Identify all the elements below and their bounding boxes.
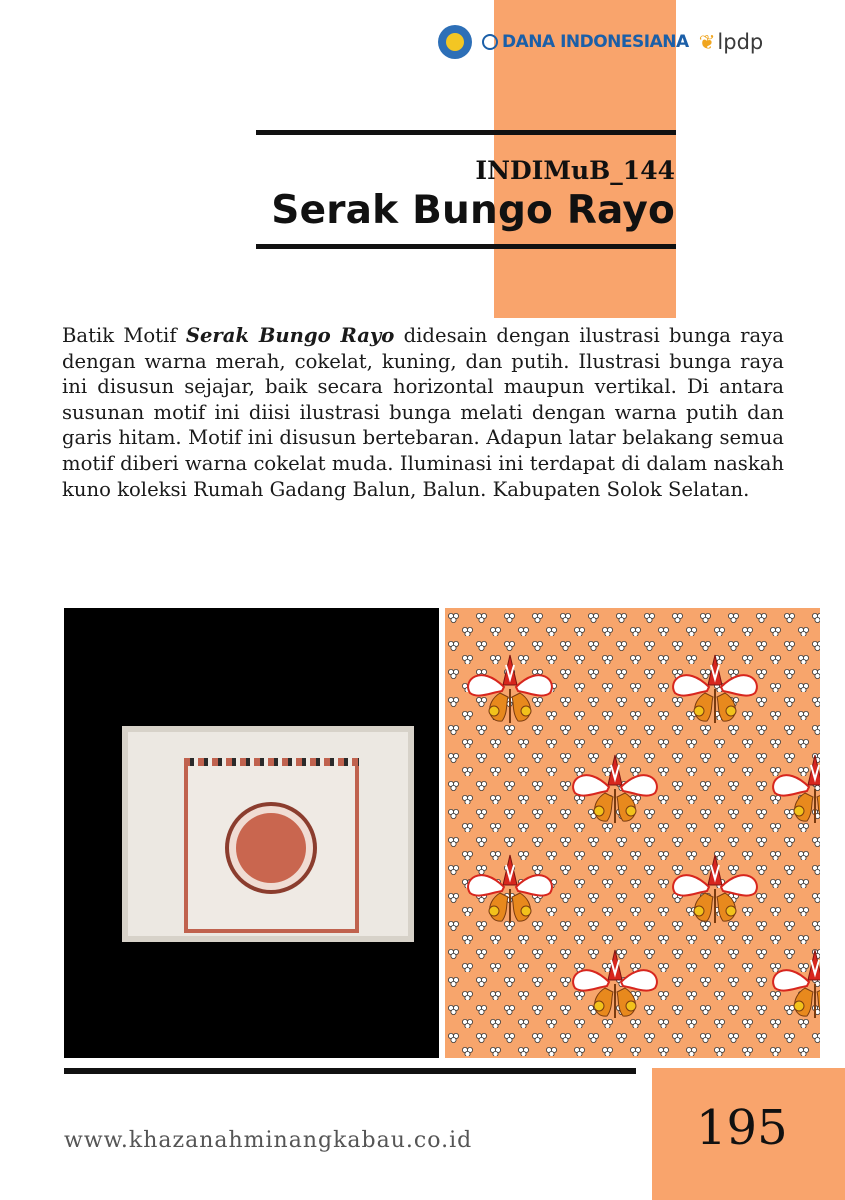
kemdikbud-logo-icon: [438, 25, 472, 59]
lpdp-logo: [699, 30, 764, 54]
description-prefix: Batik Motif: [62, 324, 186, 347]
manuscript-photo: [64, 608, 439, 1058]
title-top-rule: [256, 130, 676, 135]
title-bottom-rule: [256, 244, 676, 249]
dana-clock-icon: [482, 34, 498, 50]
dana-indonesiana-logo: [482, 32, 689, 52]
sponsor-logos: [438, 22, 763, 62]
footer-url: www.khazanahminangkabau.co.id: [64, 1128, 473, 1153]
description-text: didesain dengan ilustrasi bunga raya dengan warna merah, cokelat, kuning, dan putih. Ilustrasi bunga raya ini disusun sejajar, baik secara horizontal maupun vertikal. Di antara susunan motif ini diisi ilustrasi bunga melati dengan warna putih dan garis hitam. Motif ini disusun bertebaran. Adapun latar belakang semua motif diberi warna cokelat muda. Iluminasi ini terdapat di dalam naskah kuno koleksi Rumah Gadang Balun, Balun. Kabupaten Solok Selatan.: [62, 324, 784, 501]
page-title: Serak Bungo Rayo: [271, 188, 675, 233]
description-paragraph: [62, 323, 784, 502]
jasmine-dot-field: [445, 608, 820, 1058]
page-number: 195: [696, 1100, 788, 1156]
motif-name: Serak Bungo Rayo: [185, 324, 395, 347]
lpdp-leaf-icon: ❦: [698, 30, 716, 54]
catalog-code: INDIMuB_144: [475, 156, 675, 185]
footer-rule: [64, 1068, 636, 1074]
dana-logo-text: DANA INDONESIANA: [502, 32, 689, 52]
manuscript-strip-ornament: [184, 758, 359, 766]
manuscript-medallion: [236, 813, 306, 883]
batik-pattern-image: [445, 608, 820, 1058]
lpdp-logo-text: lpdp: [717, 30, 764, 54]
